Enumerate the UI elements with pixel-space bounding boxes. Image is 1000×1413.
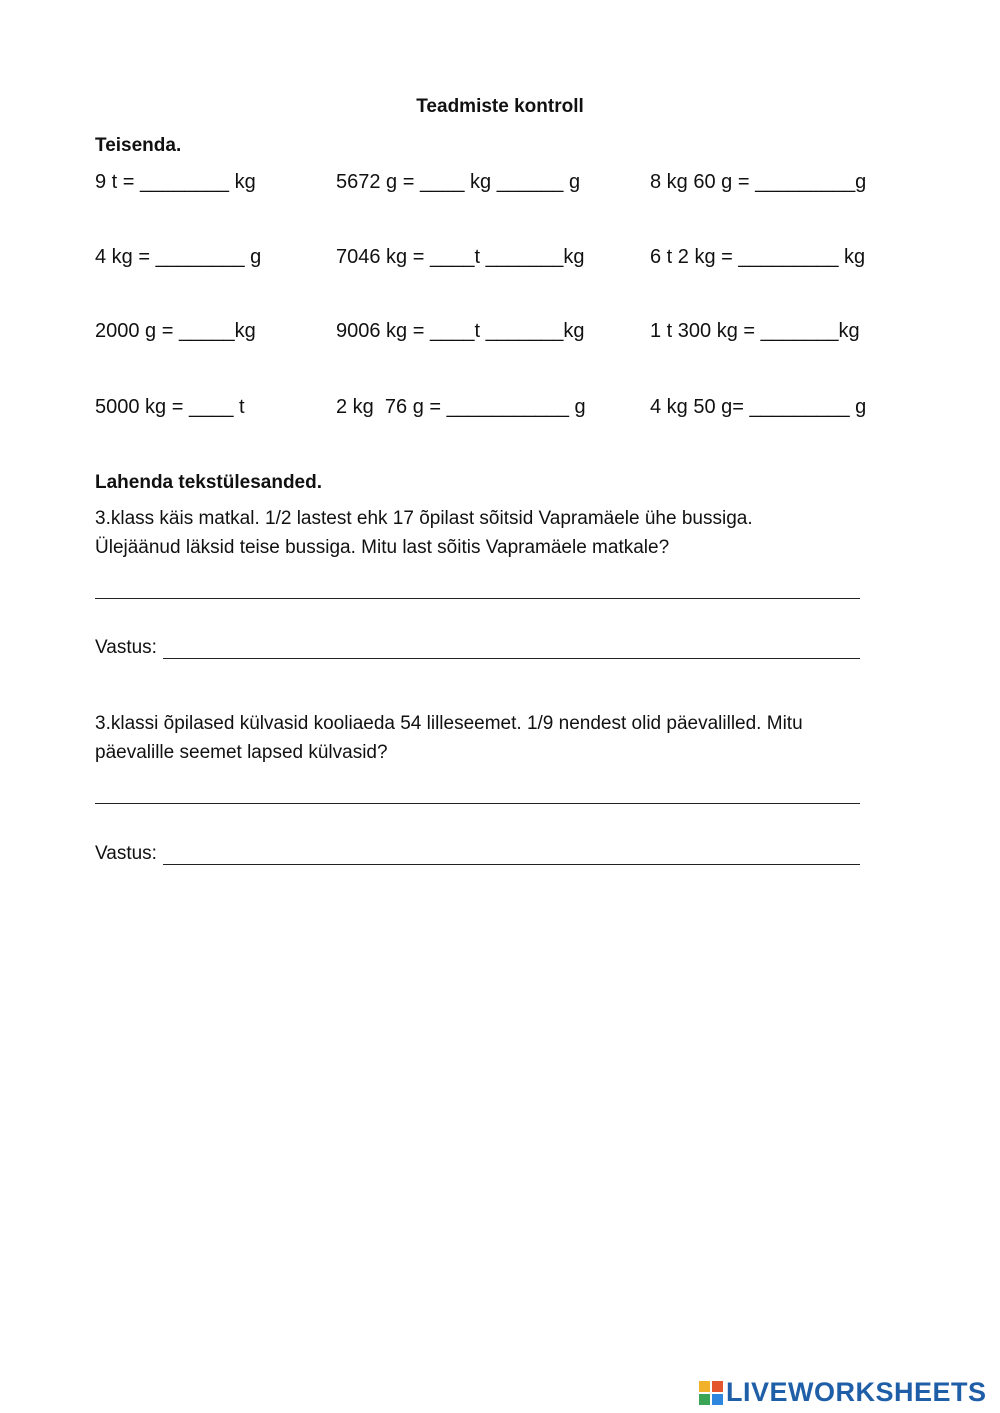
exercise-4-1[interactable]: 5000 kg = ____ t	[95, 396, 245, 418]
word-problem-1-line-1: 3.klass käis matkal. 1/2 lastest ehk 17 õpilast sõitsid Vapramäele ühe bussiga.	[95, 508, 753, 529]
brand-text: LIVEWORKSHEETS	[726, 1377, 987, 1407]
exercise-3-2[interactable]: 9006 kg = ____t _______kg	[336, 320, 585, 342]
page-title: Teadmiste kontroll	[416, 96, 584, 117]
exercise-2-2[interactable]: 7046 kg = ____t _______kg	[336, 246, 585, 268]
exercise-4-2[interactable]: 2 kg 76 g = ___________ g	[336, 396, 586, 418]
answer-field-2[interactable]	[163, 850, 860, 865]
section-heading-word-problems: Lahenda tekstülesanded.	[95, 472, 323, 493]
brand-logo	[698, 1377, 987, 1408]
word-problem-1	[95, 504, 885, 562]
solution-line-1[interactable]	[95, 598, 860, 599]
answer-row-2[interactable]	[95, 843, 860, 865]
answer-label-1: Vastus:	[95, 637, 157, 658]
answer-row-1[interactable]	[95, 637, 860, 659]
solution-line-2[interactable]	[95, 803, 860, 804]
exercise-1-3[interactable]: 8 kg 60 g = _________g	[650, 171, 867, 193]
word-problem-2-line-1: 3.klassi õpilased külvasid kooliaeda 54 lilleseemet. 1/9 nendest olid päevalilled. Mitu	[95, 713, 803, 734]
exercise-3-3[interactable]: 1 t 300 kg = _______kg	[650, 320, 860, 342]
exercise-4-3[interactable]: 4 kg 50 g= _________ g	[650, 396, 867, 418]
exercise-1-2[interactable]: 5672 g = ____ kg ______ g	[336, 171, 581, 193]
word-problem-2	[95, 709, 885, 767]
exercise-1-1[interactable]: 9 t = ________ kg	[95, 171, 256, 193]
word-problem-1-line-2: Ülejäänud läksid teise bussiga. Mitu last sõitis Vapramäele matkale?	[95, 537, 670, 558]
exercise-2-3[interactable]: 6 t 2 kg = _________ kg	[650, 246, 866, 268]
answer-field-1[interactable]	[163, 644, 860, 659]
answer-label-2: Vastus:	[95, 843, 157, 864]
word-problem-2-line-2: päevalille seemet lapsed külvasid?	[95, 742, 388, 763]
exercise-2-1[interactable]: 4 kg = ________ g	[95, 246, 262, 268]
section-heading-convert: Teisenda.	[95, 135, 182, 156]
exercise-3-1[interactable]: 2000 g = _____kg	[95, 320, 256, 342]
liveworksheets-logo-icon	[698, 1380, 724, 1406]
